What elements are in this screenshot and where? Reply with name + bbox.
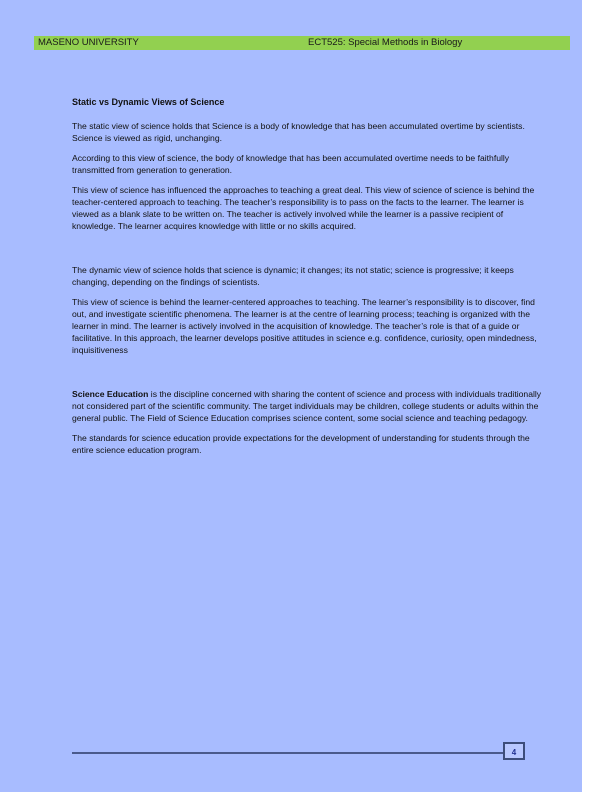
paragraph-science-education	[72, 388, 542, 424]
spacer	[72, 364, 542, 388]
paragraph-static-3: This view of science has influenced the approaches to teaching a great deal. This view of science of science is behind the teacher-centered approach to teaching. The teacher’s responsibility is to pass on the facts to the learner. The learner is viewed as a blank slate to be written on. The teacher is actively involved while the learner is a passive recipient of knowledge. The learner acquires knowledge with little or no skills acquired.	[72, 185, 535, 231]
science-education-definition: is the discipline concerned with sharing the content of science and process with individuals traditionally not considered part of the scientific community. The target individuals may be children, college students or adults within the general public. The Field of Science Education comprises science content, some social science and teaching pedagogy.	[72, 389, 542, 423]
paragraph-dynamic-2: This view of science is behind the learner-centered approaches to teaching. The learner’s responsibility is to discover, find out, and investigate scientific phenomena. The learner is at the centre of learning process; teaching is organized with the learner in mind. The learner is actively involved in the acquisition of knowledge. The teacher’s role is that of a guide or facilitative. In this approach, the learner develops positive attitudes in science e.g. confidence, curiosity, open mindedness, inquisitiveness	[72, 297, 537, 355]
paragraph-static-2: According to this view of science, the body of knowledge that has been accumulated overtime needs to be faithfully transmitted from generation to generation.	[72, 153, 510, 175]
paragraph-standards: The standards for science education provide expectations for the development of understanding for students through the entire science education program.	[72, 433, 530, 455]
term-science-education: Science Education	[72, 389, 149, 399]
paragraph-dynamic-1: The dynamic view of science holds that science is dynamic; it changes; its not static; science is progressive; it keeps changing, depending on the findings of scientists.	[72, 265, 514, 287]
footer-rule	[72, 752, 504, 754]
header-university: MASENO UNIVERSITY	[38, 37, 139, 48]
header-course-title: ECT525: Special Methods in Biology	[308, 37, 463, 48]
page-number: 4	[503, 742, 525, 760]
paragraph-static-1: The static view of science holds that Science is a body of knowledge that has been accumulated overtime by scientists. Science is viewed as rigid, unchanging.	[72, 121, 525, 143]
section-heading: Static vs Dynamic Views of Science	[72, 97, 225, 107]
spacer	[72, 240, 542, 264]
document-body	[72, 96, 542, 464]
header-bar	[34, 36, 570, 50]
